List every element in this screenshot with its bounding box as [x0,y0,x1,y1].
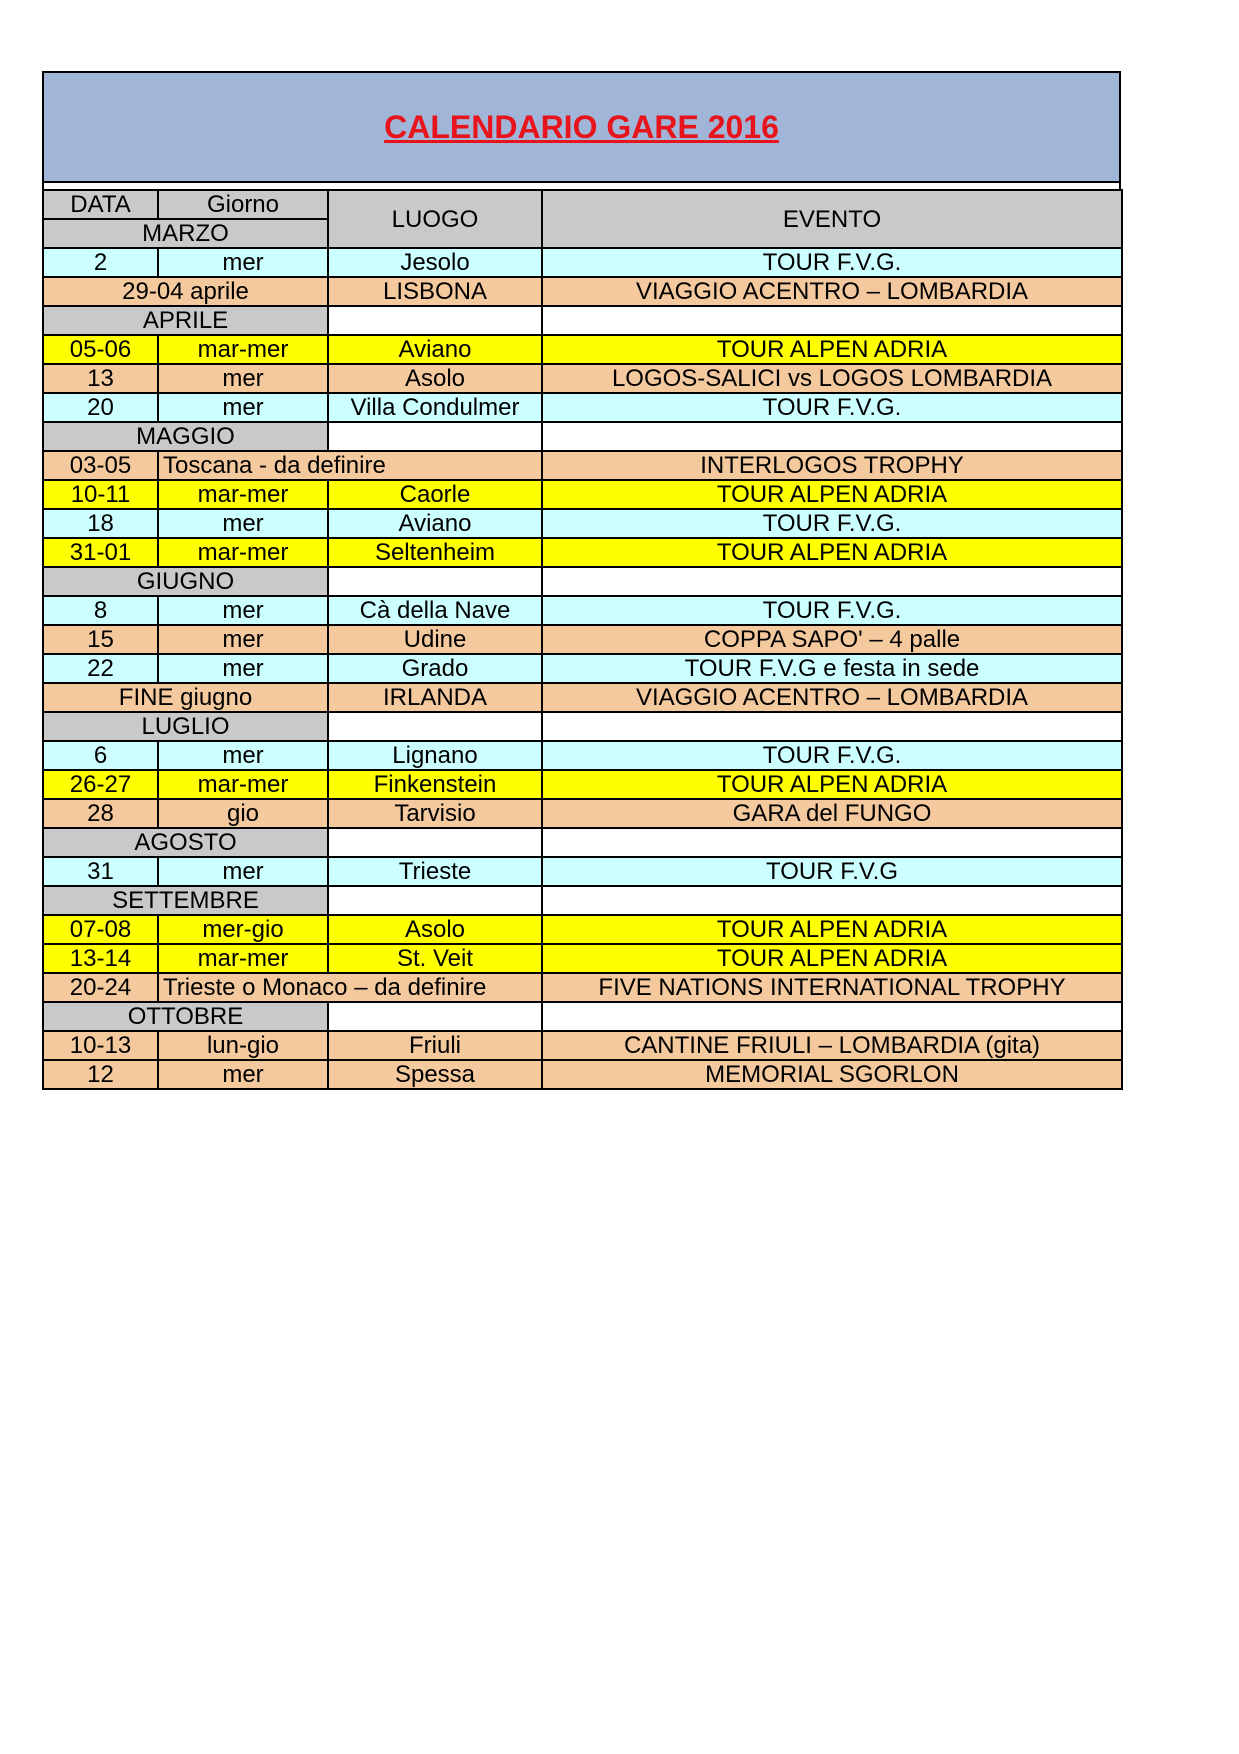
header-evento: EVENTO [542,190,1122,248]
event-cell: MEMORIAL SGORLON [542,1060,1122,1089]
day-cell: mar-mer [158,538,328,567]
header-giorno: Giorno [158,190,328,219]
place-cell: Grado [328,654,542,683]
day-cell: mer [158,654,328,683]
month-label: OTTOBRE [43,1002,328,1031]
month-label: LUGLIO [43,712,328,741]
place-cell: Cà della Nave [328,596,542,625]
event-cell: TOUR F.V.G. [542,509,1122,538]
event-cell: LOGOS-SALICI vs LOGOS LOMBARDIA [542,364,1122,393]
event-row [43,596,1122,625]
date-cell: 12 [43,1060,158,1089]
event-row [43,944,1122,973]
date-cell: 31-01 [43,538,158,567]
place-cell: Aviano [328,335,542,364]
place-cell: LISBONA [328,277,542,306]
event-row [43,364,1122,393]
place-cell: Aviano [328,509,542,538]
event-cell: FIVE NATIONS INTERNATIONAL TROPHY [542,973,1122,1002]
day-cell: mer [158,248,328,277]
event-cell: INTERLOGOS TROPHY [542,451,1122,480]
event-row [43,683,1122,712]
event-row [43,1031,1122,1060]
header-luogo: LUOGO [328,190,542,248]
place-cell: Udine [328,625,542,654]
day-cell: mar-mer [158,944,328,973]
month-row [43,306,1122,335]
event-row [43,1060,1122,1089]
calendar-sheet [42,71,1121,1090]
month-label: APRILE [43,306,328,335]
place-cell: Friuli [328,1031,542,1060]
event-cell: CANTINE FRIULI – LOMBARDIA (gita) [542,1031,1122,1060]
place-cell: Jesolo [328,248,542,277]
date-cell: 26-27 [43,770,158,799]
event-cell: TOUR F.V.G. [542,596,1122,625]
date-cell: 2 [43,248,158,277]
day-cell: mer [158,364,328,393]
event-cell: TOUR ALPEN ADRIA [542,770,1122,799]
title-gap [42,181,1121,189]
event-cell: VIAGGIO ACENTRO – LOMBARDIA [542,277,1122,306]
date-cell: 10-11 [43,480,158,509]
day-cell: mer [158,596,328,625]
event-row [43,915,1122,944]
place-cell: Finkenstein [328,770,542,799]
date-cell: 03-05 [43,451,158,480]
event-row [43,741,1122,770]
event-cell: TOUR F.V.G. [542,741,1122,770]
empty-cell [328,567,542,596]
place-cell: Toscana - da definire [158,451,542,480]
event-cell: TOUR F.V.G. [542,248,1122,277]
event-cell: TOUR F.V.G e festa in sede [542,654,1122,683]
day-cell: mer [158,857,328,886]
day-cell: gio [158,799,328,828]
place-cell: Lignano [328,741,542,770]
event-cell: TOUR ALPEN ADRIA [542,538,1122,567]
empty-cell [328,828,542,857]
event-row [43,393,1122,422]
event-cell: TOUR F.V.G. [542,393,1122,422]
month-row [43,567,1122,596]
date-cell: 05-06 [43,335,158,364]
event-cell: TOUR ALPEN ADRIA [542,915,1122,944]
place-cell: Villa Condulmer [328,393,542,422]
title-band [42,71,1121,181]
date-cell: 15 [43,625,158,654]
event-row [43,625,1122,654]
place-cell: Asolo [328,915,542,944]
empty-cell [542,712,1122,741]
date-cell: 8 [43,596,158,625]
date-cell: 20-24 [43,973,158,1002]
event-cell: TOUR F.V.G [542,857,1122,886]
day-cell: mar-mer [158,770,328,799]
month-row [43,1002,1122,1031]
place-cell: Seltenheim [328,538,542,567]
date-cell: 20 [43,393,158,422]
header-data: DATA [43,190,158,219]
place-cell: Asolo [328,364,542,393]
date-cell: 31 [43,857,158,886]
event-row [43,770,1122,799]
month-label: SETTEMBRE [43,886,328,915]
event-row [43,248,1122,277]
event-row [43,509,1122,538]
event-row [43,973,1122,1002]
empty-cell [328,306,542,335]
day-cell: mer [158,625,328,654]
event-row [43,857,1122,886]
month-label: AGOSTO [43,828,328,857]
date-cell: 18 [43,509,158,538]
event-cell: COPPA SAPO' – 4 palle [542,625,1122,654]
date-cell: 13 [43,364,158,393]
date-cell: 29-04 aprile [43,277,328,306]
calendar-body [43,190,1122,1089]
event-cell: TOUR ALPEN ADRIA [542,480,1122,509]
place-cell: Trieste [328,857,542,886]
event-cell: TOUR ALPEN ADRIA [542,335,1122,364]
event-row [43,335,1122,364]
event-row [43,480,1122,509]
event-row [43,451,1122,480]
place-cell: Caorle [328,480,542,509]
date-cell: 28 [43,799,158,828]
day-cell: mer-gio [158,915,328,944]
date-cell: 07-08 [43,915,158,944]
event-row [43,654,1122,683]
day-cell: mer [158,1060,328,1089]
day-cell: mar-mer [158,480,328,509]
place-cell: Spessa [328,1060,542,1089]
place-cell: St. Veit [328,944,542,973]
empty-cell [542,886,1122,915]
place-cell: Tarvisio [328,799,542,828]
event-cell: TOUR ALPEN ADRIA [542,944,1122,973]
event-row [43,538,1122,567]
empty-cell [542,422,1122,451]
empty-cell [542,828,1122,857]
month-row [43,828,1122,857]
empty-cell [328,712,542,741]
calendar-table [42,189,1123,1090]
empty-cell [542,567,1122,596]
date-cell: 22 [43,654,158,683]
place-cell: Trieste o Monaco – da definire [158,973,542,1002]
month-row [43,712,1122,741]
day-cell: lun-gio [158,1031,328,1060]
page-title: CALENDARIO GARE 2016 [384,108,779,145]
month-label: GIUGNO [43,567,328,596]
date-cell: 6 [43,741,158,770]
empty-cell [542,306,1122,335]
day-cell: mer [158,509,328,538]
date-cell: 13-14 [43,944,158,973]
empty-cell [328,886,542,915]
event-row [43,277,1122,306]
day-cell: mer [158,741,328,770]
event-cell: GARA del FUNGO [542,799,1122,828]
day-cell: mar-mer [158,335,328,364]
empty-cell [328,422,542,451]
empty-cell [328,1002,542,1031]
date-cell: 10-13 [43,1031,158,1060]
place-cell: IRLANDA [328,683,542,712]
header-row [43,190,1122,219]
month-row [43,422,1122,451]
date-cell: FINE giugno [43,683,328,712]
month-label: MARZO [43,219,328,248]
month-row [43,886,1122,915]
month-label: MAGGIO [43,422,328,451]
event-cell: VIAGGIO ACENTRO – LOMBARDIA [542,683,1122,712]
event-row [43,799,1122,828]
day-cell: mer [158,393,328,422]
empty-cell [542,1002,1122,1031]
